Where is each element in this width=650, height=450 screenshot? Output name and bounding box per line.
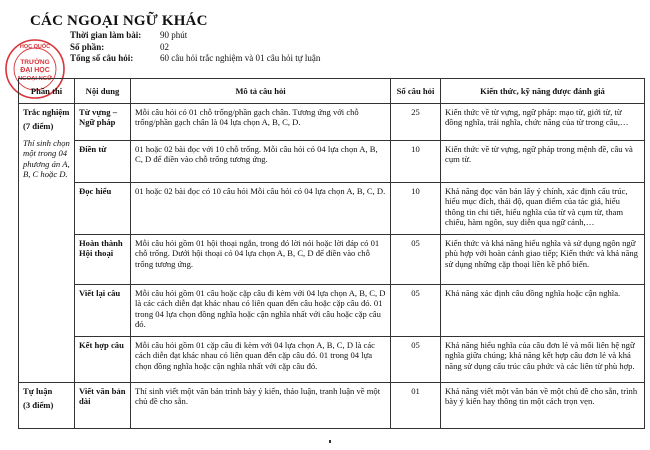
description-cell: 01 hoặc 02 bài đọc có 10 câu hỏi Mỗi câu hỏi có 04 lựa chọn A, B, C, D. (131, 183, 391, 235)
description-cell: Mỗi câu hỏi có 01 chỗ trống/phần gạch chân. Tương ứng với chỗ trống/phần gạch chân là 04 lựa chọn A, B, C, D. (131, 104, 391, 141)
table-row (19, 235, 645, 285)
table-row (19, 183, 645, 235)
description-cell: Mỗi câu hỏi gồm 01 hội thoại ngắn, trong đó lời nói hoặc lời đáp có 01 chỗ trống. Dưới hội thoại có 04 lựa chọn A, B, C, D để điền vào chỗ trống tương ứng. (131, 235, 391, 285)
description-cell: Mỗi câu hỏi gồm 01 cặp câu đi kèm với 04 lựa chọn A, B, C, D là các cách diễn đạt khác nhau có liên quan đến cặp câu đó. 01 trong 04 lựa chọn đồng nghĩa hoặc cận nghĩa nhất với cặp câu đó. (131, 337, 391, 383)
count-cell: 10 (391, 183, 441, 235)
skills-cell: Kiến thức về từ vựng, ngữ pháp trong mệnh đề, câu và cụm từ. (441, 141, 645, 183)
meta-label: Số phần: (70, 41, 105, 52)
count-cell: 05 (391, 285, 441, 337)
content-cell: Kết hợp câu (75, 337, 131, 383)
section-cell-multiple-choice (19, 104, 75, 383)
table-header-row (19, 79, 645, 104)
section-note: Thí sinh chọn một trong 04 phương án A, B, C hoặc D. (23, 137, 70, 180)
meta-label: Thời gian làm bài: (70, 30, 142, 40)
stamp-line-1: TRƯỜNG (20, 59, 50, 66)
section-name: Trắc nghiệm (23, 107, 70, 117)
description-cell: Mỗi câu hỏi gồm 01 câu hoặc cặp câu đi kèm với 04 lựa chọn A, B, C, D là các cách diễn đạt khác nhau có liên quan đến câu hoặc cặp câu đó. 01 trong 04 lựa chọn đồng nghĩa hoặc cận nghĩa nhất với câu hoặc cặp câu đó. (131, 285, 391, 337)
count-cell: 05 (391, 337, 441, 383)
content-cell: Hoàn thành Hội thoại (75, 235, 131, 285)
table-row (19, 383, 645, 429)
skills-cell: Kiến thức và khả năng hiểu nghĩa và sử dụng ngôn ngữ phù hợp với hoàn cảnh giao tiếp; Kiến thức và khả năng sử dụng những cặp thoại liền kề phổ biến. (441, 235, 645, 285)
header-count: Số câu hỏi (391, 79, 441, 104)
content-cell: Điền từ (75, 141, 131, 183)
table-row (19, 285, 645, 337)
content-cell: Đọc hiểu (75, 183, 131, 235)
meta-value: 90 phút (160, 30, 188, 40)
description-cell: 01 hoặc 02 bài đọc với 10 chỗ trống. Mỗi câu hỏi có 04 lựa chọn A, B, C, D để điền vào chỗ trống tương ứng. (131, 141, 391, 183)
skills-cell: Kiến thức về từ vựng, ngữ pháp: mạo từ, giới từ, từ đồng nghĩa, trái nghĩa, chức năng của từ trong câu,… (441, 104, 645, 141)
table-row (19, 141, 645, 183)
count-cell: 05 (391, 235, 441, 285)
meta-row-questions (70, 53, 320, 65)
section-points: (7 điểm) (23, 121, 54, 132)
table-row (19, 104, 645, 141)
count-cell: 25 (391, 104, 441, 141)
meta-row-time (70, 30, 320, 42)
meta-row-parts (70, 42, 320, 54)
content-cell: Viết văn bản dài (75, 383, 131, 429)
section-points: (3 điểm) (23, 400, 54, 411)
header-skills: Kiến thức, kỹ năng được đánh giá (441, 79, 645, 104)
table-row (19, 337, 645, 383)
meta-value: 60 câu hỏi trắc nghiệm và 01 câu hỏi tự luận (160, 53, 321, 63)
stamp-line-2: ĐẠI HỌC (20, 67, 50, 74)
count-cell: 10 (391, 141, 441, 183)
count-cell: 01 (391, 383, 441, 429)
exam-meta (70, 30, 320, 65)
header-description: Mô tả câu hỏi (131, 79, 391, 104)
meta-label: Tổng số câu hỏi: (70, 53, 134, 63)
meta-value: 02 (160, 41, 169, 52)
header-part: Phần thi (19, 79, 75, 104)
header-content: Nội dung (75, 79, 131, 104)
skills-cell: Khả năng xác định câu đồng nghĩa hoặc cận nghĩa. (441, 285, 645, 337)
skills-cell: Khả năng hiểu nghĩa của câu đơn lẻ và mối liên hệ ngữ nghĩa giữa chúng; khả năng kết hợp câu đơn lẻ và khả năng sử dụng cấu trúc câu phức và các liên từ phù hợp. (441, 337, 645, 383)
section-name: Tự luận (23, 386, 53, 396)
stamp-ring-text: HỌC QUỐC (19, 44, 51, 50)
skills-cell: Khả năng đọc văn bản lấy ý chính, xác định cấu trúc, hiểu mục đích, thái độ, quan điểm của tác giả, hiểu thông tin chi tiết, hiểu nghĩa của từ và cụm từ, tham chiếu, hàm ngôn, suy diễn qua ngữ cảnh,… (441, 183, 645, 235)
section-cell-essay (19, 383, 75, 429)
stamp-line-3: NGOẠI NGỮ (17, 76, 53, 82)
exam-structure-table (18, 78, 645, 429)
page-title: CÁC NGOẠI NGỮ KHÁC (30, 13, 208, 29)
content-cell: Từ vựng – Ngữ pháp (75, 104, 131, 141)
content-cell: Viết lại câu (75, 285, 131, 337)
description-cell: Thí sinh viết một văn bản trình bày ý kiến, thảo luận, tranh luận về một chủ đề cho sẵn. (131, 383, 391, 429)
skills-cell: Khả năng viết một văn bản về một chủ đề cho sẵn, trình bày ý kiến hay thông tin một cách trọn vẹn. (441, 383, 645, 429)
page-mark (329, 440, 331, 443)
